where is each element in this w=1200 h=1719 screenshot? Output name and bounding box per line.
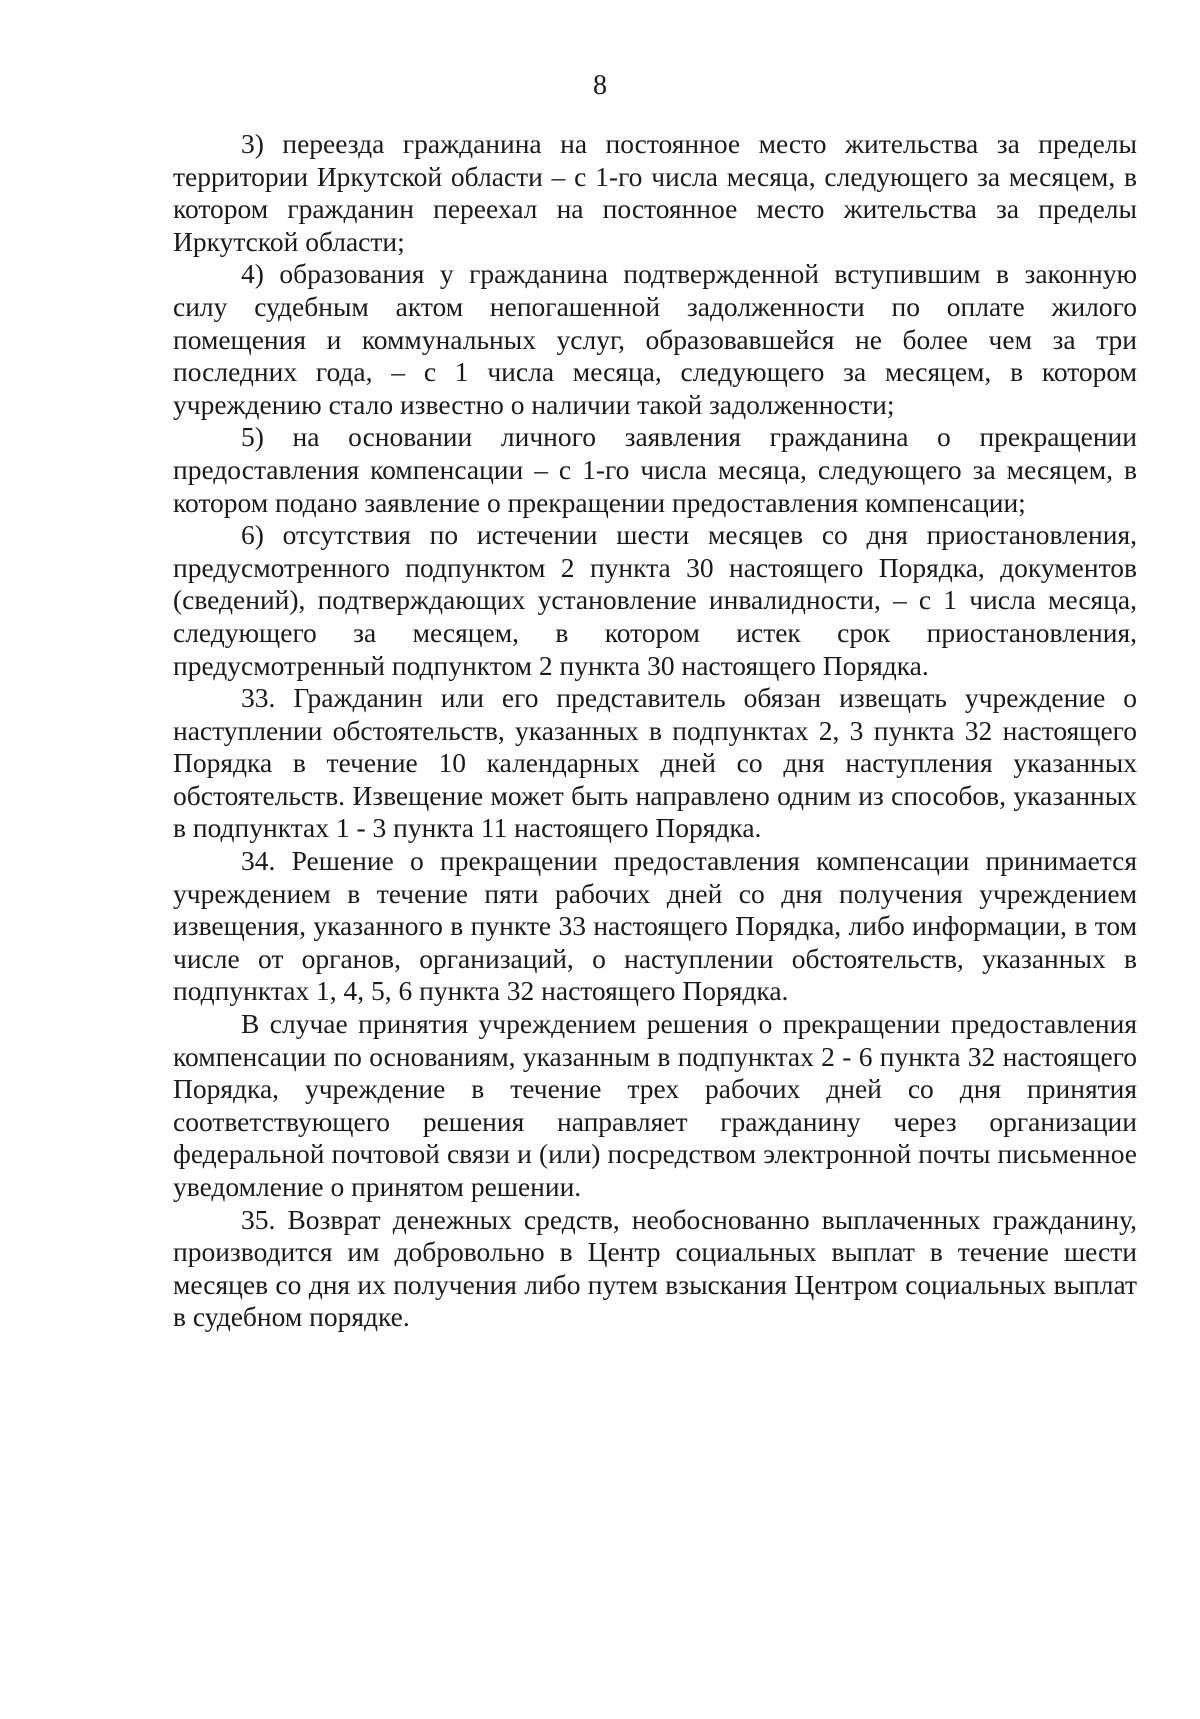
paragraph-point-33: 33. Гражданин или его представитель обязан извещать учреждение о наступлении обстоятельств, указанных в подпунктах 2, 3 пункта 32 настоящего Порядка в течение 10 календарных дней со дня наступления указанных обстоятельств. Извещение может быть направлено одним из способов, указанных в подпунктах 1 - 3 пункта 11 настоящего Порядка. [173,682,1137,844]
paragraph-point-35: 35. Возврат денежных средств, необоснованно выплаченных гражданину, производится им добровольно в Центр социальных выплат в течение шести месяцев со дня их получения либо путем взыскания Центром социальных выплат в судебном порядке. [173,1203,1137,1333]
paragraph-subpoint-4: 4) образования у гражданина подтвержденной вступившим в законную силу судебным актом непогашенной задолженности по оплате жилого помещения и коммунальных услуг, образовавшейся не более чем за три последних года, – с 1 числа месяца, следующего за месяцем, в котором учреждению стало известно о наличии такой задолженности; [173,258,1137,420]
paragraph-subpoint-5: 5) на основании личного заявления гражданина о прекращении предоставления компенсации – с 1-го числа месяца, следующего за месяцем, в котором подано заявление о прекращении предоставления компенсации; [173,421,1137,518]
paragraph-point-34-continued: В случае принятия учреждением решения о прекращении предоставления компенсации по основаниям, указанным в подпунктах 2 - 6 пункта 32 настоящего Порядка, учреждение в течение трех рабочих дней со дня принятия соответствующего решения направляет гражданину через организации федеральной почтовой связи и (или) посредством электронной почты письменное уведомление о принятом решении. [173,1008,1137,1202]
page-number: 8 [593,70,607,101]
paragraph-subpoint-6: 6) отсутствия по истечении шести месяцев со дня приостановления, предусмотренного подпунктом 2 пункта 30 настоящего Порядка, документов (сведений), подтверждающих установление инвалидности, – с 1 числа месяца, следующего за месяцем, в котором истек срок приостановления, предусмотренный подпунктом 2 пункта 30 настоящего Порядка. [173,519,1137,681]
paragraph-point-34: 34. Решение о прекращении предоставления компенсации принимается учреждением в течение пяти рабочих дней со дня получения учреждением извещения, указанного в пункте 33 настоящего Порядка, либо информации, в том числе от органов, организаций, о наступлении обстоятельств, указанных в подпунктах 1, 4, 5, 6 пункта 32 настоящего Порядка. [173,845,1137,1007]
paragraph-subpoint-3: 3) переезда гражданина на постоянное место жительства за пределы территории Иркутской области – с 1-го числа месяца, следующего за месяцем, в котором гражданин переехал на постоянное место жительства за пределы Иркутской области; [173,128,1137,257]
document-body [173,128,1137,1334]
